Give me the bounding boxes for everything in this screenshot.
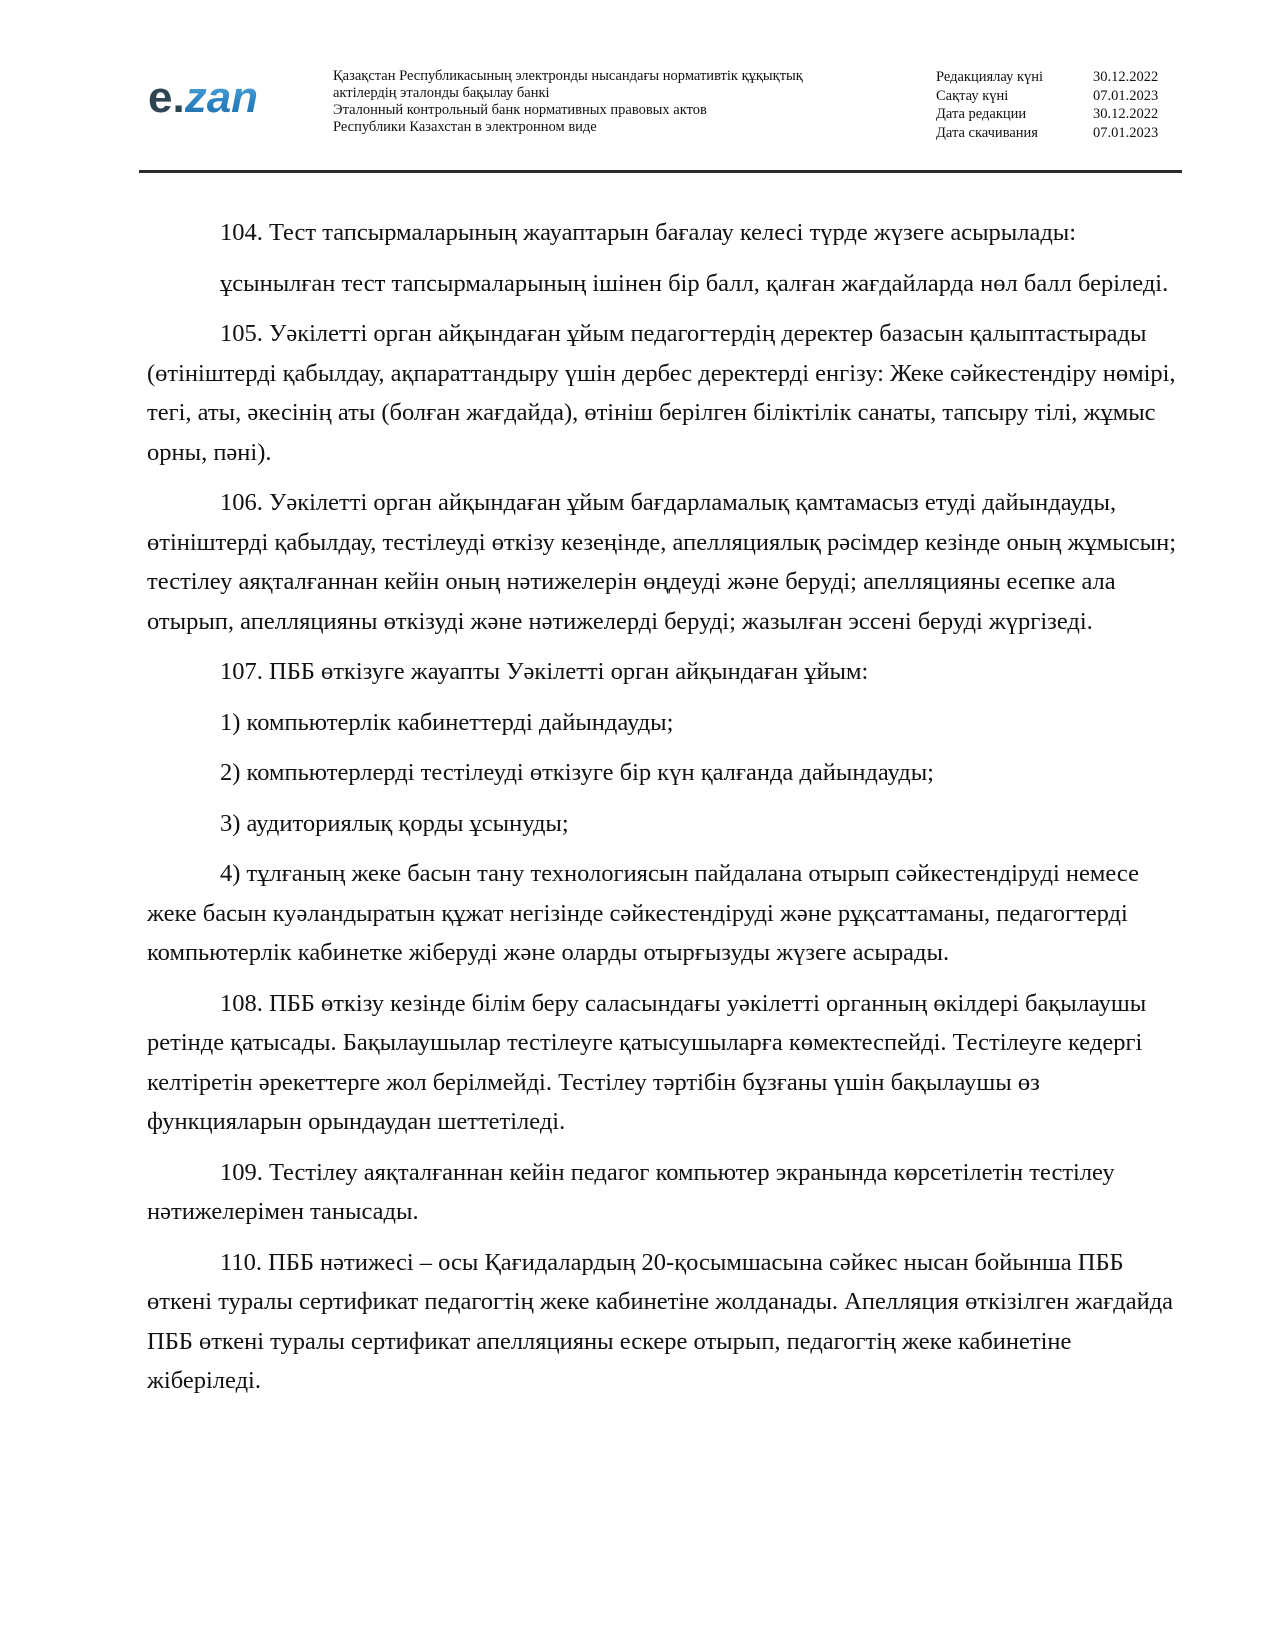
meta-value: 30.12.2022 bbox=[1093, 69, 1159, 85]
paragraph-104-detail: ұсынылған тест тапсырмаларының ішінен бір балл, қалған жағдайларда нөл балл беріледі. bbox=[220, 269, 1169, 297]
paragraph-106: 106. Уәкілетті орган айқындаған ұйым бағдарламалық қамтамасыз етуді дайындауды, өтініштерді қабылдау, тестілеуді өткізу кезеңінде, апелляциялық рәсімдер кезінде оның жұмысын; тестілеу аяқталғаннан кейін оның нәтижелерін өңдеуді және беруді; апелляцияны есепке ала отырып, апелляцияны өткізуді және нәтижелерді беруді; жазылған эссені беруді жүргізеді. bbox=[147, 489, 1177, 635]
meta-row-save-date-kz bbox=[936, 87, 1158, 106]
list-item: 1) компьютерлік кабинеттерді дайындауды; bbox=[220, 708, 674, 736]
meta-label: Дата скачивания bbox=[936, 124, 1038, 141]
header-title-line: Қазақстан Республикасының электронды нысандағы нормативтік құқықтық bbox=[333, 68, 803, 84]
header-title-line: Республики Казахстан в электронном виде bbox=[333, 119, 597, 135]
header-divider bbox=[139, 170, 1182, 173]
meta-label: Редакциялау күні bbox=[936, 69, 1044, 85]
header-title-line: актілердің эталонды бақылау банкі bbox=[333, 85, 550, 101]
list-item: 3) аудиториялық қорды ұсынуды; bbox=[220, 809, 569, 837]
list-item: 4) тұлғаның жеке басын тану технологиясын пайдалана отырып сәйкестендіруді немесе жеке басын куәландыратын құжат негізінде сәйкестендіруді және рұқсаттаманы, педагогтерді компьютерлік кабинетке жіберуді және оларды отырғызуды жүзеге асырады. bbox=[147, 860, 1139, 966]
meta-label: Сақтау күні bbox=[936, 87, 1009, 104]
meta-value: 30.12.2022 bbox=[1093, 106, 1159, 122]
logo-part-e: e. bbox=[148, 73, 185, 122]
document-body bbox=[147, 213, 1182, 1412]
ezan-logo bbox=[148, 73, 259, 122]
paragraph-109: 109. Тестілеу аяқталғаннан кейін педагог компьютер экранында көрсетілетін тестілеу нәтижелерімен танысады. bbox=[147, 1158, 1115, 1225]
header-title-line: Эталонный контрольный банк нормативных правовых актов bbox=[333, 102, 707, 118]
document-header bbox=[0, 0, 1275, 175]
meta-value: 07.01.2023 bbox=[1093, 124, 1159, 141]
header-meta bbox=[936, 68, 1158, 142]
paragraph-104: 104. Тест тапсырмаларының жауаптарын бағалау келесі түрде жүзеге асырылады: bbox=[220, 219, 1077, 246]
list-item: 2) компьютерлерді тестілеуді өткізуге бір күн қалғанда дайындауды; bbox=[220, 759, 934, 786]
meta-value: 07.01.2023 bbox=[1093, 87, 1159, 104]
meta-row-edit-date-kz bbox=[936, 68, 1158, 87]
logo-part-zan: zan bbox=[184, 73, 259, 122]
paragraph-107: 107. ПББ өткізуге жауапты Уәкілетті орган айқындаған ұйым: bbox=[220, 658, 869, 685]
meta-label: Дата редакции bbox=[936, 106, 1027, 122]
paragraph-105: 105. Уәкілетті орган айқындаған ұйым педагогтердің деректер базасын қалыптастырады (өтініштерді қабылдау, ақпараттандыру үшін дербес деректерді енгізу: Жеке сәйкестендіру нөмірі, тегі, аты, әкесінің аты (болған жағдайда), өтініш берілген біліктілік санаты, тапсыру тілі, жұмыс орны, пәні). bbox=[147, 320, 1176, 466]
meta-row-edit-date-ru bbox=[936, 105, 1158, 124]
meta-row-download-date-ru bbox=[936, 124, 1158, 143]
paragraph-110: 110. ПББ нәтижесі – осы Қағидалардың 20-қосымшасына сәйкес нысан бойынша ПББ өткені туралы сертификат педагогтің жеке кабинетіне жолданады. Апелляция өткізілген жағдайда ПББ өткені туралы сертификат апелляцияны ескере отырып, педагогтің жеке кабинетіне жіберіледі. bbox=[147, 1248, 1174, 1394]
paragraph-108: 108. ПББ өткізу кезінде білім беру саласындағы уәкілетті органның өкілдері бақылаушы ретінде қатысады. Бақылаушылар тестілеуге қатысушыларға көмектеспейді. Тестілеуге кедергі келтіретін әрекеттерге жол берілмейді. Тестілеу тәртібін бұзғаны үшін бақылаушы өз функцияларын орындаудан шеттетіледі. bbox=[147, 989, 1147, 1135]
header-title bbox=[333, 68, 803, 136]
